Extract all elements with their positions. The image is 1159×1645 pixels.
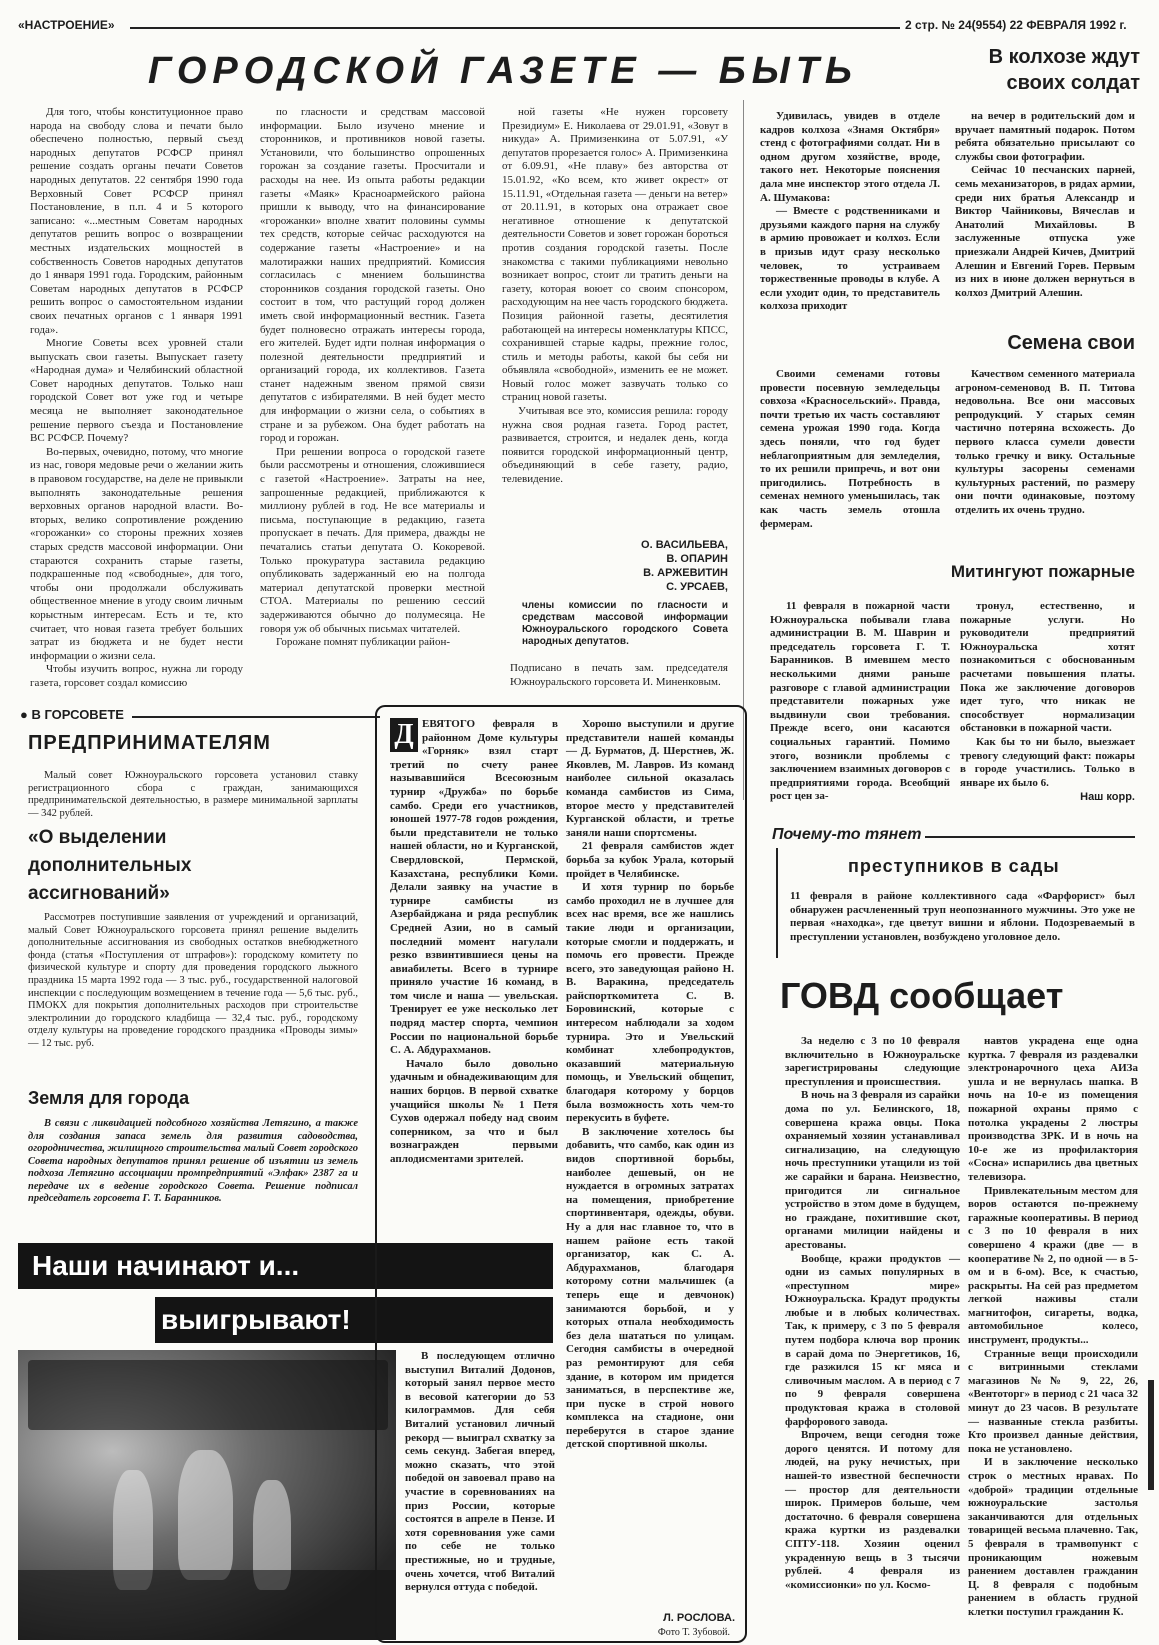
paragraph: Начало было довольно удачным и обнадеживающим для наших борцов. В первой схватке учащийся школы № 1 Петя Сухов одержал победу над своим соперником, за что и был вознагражден первыми аплодисментами зрителей. — [390, 1057, 558, 1165]
criminals-box-left — [776, 848, 778, 958]
paragraph: При решении вопроса о городской газете были рассмотрены и отношения, сложившиеся с газетой «Настроение». Затраты на нее, запрошенные редакцией, приближаются к миллиону рублей в год. Не все материалы и письма, поступающие в редакцию, газета пропускает в печать. Для примера, дважды не печатались статьи депутата О. Кокоревой. Только прокуратура заставила редакцию опубликовать задержанный ею на полгода материал депутатской проверки местной СТОА. Материалы по решению сессий задерживаются обычно до полумесяца. Не говоря уж об обычных письмах читателей. — [260, 445, 485, 635]
paragraph: Учитывая все это, комиссия решила: городу нужна своя родная газета. Город растет, развивается, строится, и недалек день, когда появится городской информационный центр, объединяющий в себе газету, радио, телевидение. — [502, 405, 728, 486]
wrestling-photo — [18, 1350, 396, 1640]
paragraph: 11 февраля в пожарной части Южноуральска побывали глава администрации В. М. Шаврин и председатель горсовета Г. Т. Баранников. В имевшем место несколькими днями раньше разговоре с главой администрации представители пожарных уже выдвинули свои требования. Прежде всего, они касаются социальных гарантий. Помимо этого, возникли проблемы с заключением взаимных договоров с предприятиями города. Всеобщий рост цен за- — [770, 600, 950, 803]
kolkhoz-col1 — [760, 110, 940, 330]
paragraph: — Вместе с родственниками и друзьями каждого парня на службу в армию провожает и колхоз. Если в призыв идут сразу несколько человек, то устраиваем торжественные проводы в клубе. А если уходит один, то представитель колхоза приходит — [760, 205, 940, 313]
seeds-col2 — [955, 368, 1135, 538]
paragraph: Как бы то ни было, выезжает тревогу следующий факт: пожары в городе участились. Только в январе их было 6. — [960, 735, 1135, 789]
paragraph: И в заключение несколько строк о местных нравах. По «доброй» традиции отдельные южноуральские застолья заканчиваются для отдельных товарищей весьма плачевно. Так, 5 февраля в трамвопункт с проникающим ножевым ранением доставлен гражданин Ц. 8 февраля с подобным ранением в область грудной клетки поступил гражданин К. — [968, 1456, 1138, 1618]
paragraph: Многие Советы всех уровней стали выпускать свои газеты. Выпускает газету «Народная дума» и Челябинский областной Совет народных депутатов. Только наш городской Совет вот уже год и четыре месяца не выполняет законодательное решение первого съезда и Постановление ВС РСФСР. Почему? — [30, 337, 243, 445]
criminals-kicker: Почему-то тянет — [772, 826, 922, 843]
gorsovet-p2: Рассмотрев поступившие заявления от учреждений и организаций, малый Совет Южноуральского горсовета принял решение выделить дополнительные ассигнования из свободных остатков внебюджетного фонда (статья «Поступления от штрафов»): городскому комитету по физической культуре и спорту для проведения городского лыжного праздника 15 марта 1992 года — 3 тыс. руб., государственной налоговой инспекции с последующим возмещением в течение года — 5,6 тыс. руб., ПМОКХ для покрытия дополнительных расходов при строительстве электролинии до городского кладбища — 32,4 тыс. руб., городскому отделу культуры на проведение городского праздника «Проводы зимы» — 12 тыс. руб. — [28, 912, 358, 1049]
criminals-rule — [925, 836, 1135, 838]
paragraph: ной газеты «Не нужен горсовету Президиум» Е. Николаева от 29.01.91, «Зовут в никуда» А. Примизенкина от 5.07.91, «У депутатов прорезается голос» А. Примизенкина от 6.09.91, «Не плаву» без авторства от 15.01.92, «Ко всем, кто живет окрест» от 15.11.91, «Отдельная газета — деньги на ветер» от 20.11.91, в которых она отражает свое негативное отношение к депутатской деятельности Советов и зовет горожан бороться против создания городской газеты. После знакомства с такими публикациями невольно возникает вопрос, стоит ли тратить деньги на газету, которая воюет со своим спонсором, расходующим на нее часть городского бюджета. Позиция районной газеты, десятилетия работающей на интересы номенклатуры КПСС, сохранившей старые кадры, прежние голос, стиль и методы работы, какой бы себя ни объявляла «свободной», изменить ее не может. Новый голос может зазвучать только со страниц новой газеты. — [502, 106, 728, 404]
paragraph: Своими семенами готовы провести посевную земледельцы совхоза «Красносельский». Правда, почти третью их часть составляют семена урожая 1990 года. Когда здесь поняли, что год будет неблагоприятным для земледелия, то их решили припречь, и вот они пригодились. Потребность в семенах немного уменьшилась, так как часть земель отошла фермерам. — [760, 368, 940, 530]
paragraph: навтов украдена еще одна куртка. 7 февраля из раздевалки электронарочного цеха АИЗа ушла и не вернулась шапка. В ночь на 10-е из помещения пожарной охраны прямо с потолка украдены 2 люстры производства ЗРК. И в ночь на 10-е же из профилактория «Сосна» испарились два цветных телевизора. — [968, 1035, 1138, 1183]
dropcap: Д — [390, 718, 418, 752]
signers — [560, 538, 728, 594]
paragraph: Для того, чтобы конституционное право народа на свободу слова и печати было обеспечено полностью, первый съезд народных депутатов РСФСР принял решение создать органы печати Советов народных депутатов. 22 сентября 1990 года Верховный Совет РСФСР принял Постановление, в п.п. 4 и 5 которого записано: «...местным Советам народных депутатов решить вопрос о возвращении местных издательских мощностей в собственность Советов народных депутатов до 1 января 1991 года. Городским, районным Советам народных депутатов в РСФСР решить вопрос о самостоятельном издании своих печатных органов с 1 января 1991 года». — [30, 106, 243, 336]
paragraph: Качеством семенного материала агроном-семеновод В. П. Титова недовольна. Все они массовых репродукций. У старых семян частично потеряна всхожесть. До первого класса сумели довести только гречку и вику. Остальные культуры засорены семенами культурных растений, по размеру они почти одинаковые, поэтому отделить их очень трудно. — [955, 368, 1135, 516]
main-headline: ГОРОДСКОЙ ГАЗЕТЕ — БЫТЬ — [148, 50, 858, 92]
banner-text: Наши начинают и... — [32, 1250, 300, 1281]
criminals-headline: преступников в сады — [848, 856, 1060, 876]
sambo-photo-credit: Фото Т. Зубовой. — [657, 1627, 730, 1638]
signers-caption: члены комиссии по гласности и средствам массовой информации Южноуральского городского Совета народных депутатов. — [522, 600, 728, 647]
paragraph: В заключение хотелось бы добавить, что самбо, как один из видов спортивной борьбы, наиболее дешевый, он не нуждается в огромных затратах на помещения, приобретение спортинвентаря, одежды, обуви. Ну а для нас главное то, что в нашем районе есть такой организатор, как С. А. Абдурахманов, благодаря которому сотни мальчишек (а теперь еще и девчонок) занимаются борьбой, и у которых отпала необходимость без дела шататься по улицам. Сегодня самбисты в очередной раз ремонтируют для себя здание, в котором им придется заниматься, в перспективе же, при пуске в строй нового комплекса на стадионе, они переберутся в старое здание детской спортивной школы. — [566, 1125, 734, 1451]
paragraph: 21 февраля самбистов ждет борьба за кубок Урала, который пройдет в Челябинске. — [566, 840, 734, 880]
seeds-headline: Семена свои — [1007, 332, 1135, 354]
sambo-col2 — [566, 718, 734, 1608]
paragraph: В ночь на 3 февраля из сарайки дома по ул. Белинского, 18, совершена кража овцы. Пока охраняемый хозяин устанавливал сигнализацию, на следующую ночь преступники утащили из той же сарайки и барана. Неизвестно, пригодится ли сигнальное устройство в этом доме в будущем, но граждане, похитившие скот, органами милиции найдены и арестованы. — [785, 1089, 960, 1251]
govd-col2 — [968, 1035, 1138, 1635]
sambo-col1 — [390, 718, 558, 1238]
main-article-col2 — [260, 106, 485, 686]
fire-col1 — [770, 600, 950, 803]
seeds-col1 — [760, 368, 940, 538]
gorsovet-section-label — [20, 707, 132, 722]
paragraph: В последующем отлично выступил Виталий Додонов, который занял первое место в весовой категории до 53 килограммов. Для себя Виталий установил личный рекорд — выиграл схватку за семь секунд. Забегая вперед, можно сказать, что этой победой он завоевал право на участие в соревнованиях на приз России, которые состоятся в апреле в Пензе. И хотя соревнования уже сами по себе не только престижные, но и трудные, очень хочется, чтоб Виталий вернулся оттуда с победой. — [405, 1350, 555, 1594]
gorsovet-h3: Земля для города — [28, 1088, 190, 1108]
paragraph: по гласности и средствам массовой информации. Было изучено мнение и сторонников, и противников новой газеты. Установили, что большинство опрошенных горожан за создание газеты. Просчитали и расходы на нее. Из опыта работы редакции газеты «Маяк» Красноармейского района пришли к выводу, что на финансирование «горожанки» вполне хватит половины суммы тех средств, которые сейчас расходуются на содержание газеты «Настроение» и на малотиражки наших предприятий. Комиссия согласилась с мнением большинства сторонников создания городской газеты. Оно состоит в том, что растущий город должен иметь свой информационный вестник. Газета будет полновесно отражать интересы города, его жителей. Будет идти полная информация о полезной деятельности предприятий и организаций города, их коллективов. Газета станет надежным звеном прямой связи депутатов с избирателями. В ней будет место для информации о жизни села, о событиях в стране и за рубежом. Она будет работать на город и горожан. — [260, 106, 485, 445]
banner-text: выигрывают! — [161, 1304, 351, 1335]
paragraph: Чтобы изучить вопрос, нужна ли городу газета, горсовет создал комиссию — [30, 663, 243, 689]
bullet-icon: ● — [20, 707, 32, 722]
gorsovet-section-text: В ГОРСОВЕТЕ — [31, 707, 124, 722]
masthead-right: 2 стр. № 24(9554) 22 ФЕВРАЛЯ 1992 г. — [905, 18, 1127, 32]
paragraph: на вечер в родительский дом и вручает памятный подарок. Потом ребята обязательно присылают со службы свои фотографии. — [955, 110, 1135, 163]
paragraph: Хорошо выступили и другие представители нашей команды — Д. Бурматов, Д. Шерстнев, Ж. Яковлев, М. Лавров. Из команд наиболее сильной оказалась команда самбистов из Сима, второе место у представителей Курганской области, и третье заняли наши спортсмены. — [566, 718, 734, 839]
gorsovet-p1: Малый совет Южноуральского горсовета установил ставку регистрационного сбора с граждан, занимающихся предпринимательской деятельностью, в размере минимальной зарплаты — 342 рублей. — [28, 770, 358, 819]
paragraph: Странные вещи происходили с витринными стеклами магазинов №№ 9, 22, 26, «Вентоторг» в период с 21 часа 32 минут до 23 часов. В результате — названные стекла разбиты. Кто произвел данные действия, пока не установлено. — [968, 1347, 1138, 1455]
sambo-signature: Л. РОСЛОВА. — [663, 1612, 735, 1624]
kolkhoz-headline — [930, 44, 1140, 96]
signer-name: В. ОПАРИН — [666, 553, 728, 565]
paragraph: тронул, естественно, и пожарные услуги. Но руководители предприятий Южноуральска хотят познакомиться с обоснованным расчетами повышения платы. Пока же заключение договоров идет туго, что никак не способствует нормализации обстановки в пожарной части. — [960, 600, 1135, 735]
signer-name: С. УРСАЕВ, — [666, 581, 728, 593]
gorsovet-h1: ПРЕДПРИНИМАТЕЛЯМ — [28, 732, 271, 754]
signer-name: В. АРЖЕВИТИН — [643, 567, 728, 579]
gorsovet-p3: В связи с ликвидацией подсобного хозяйства Летягино, а также для создания запаса земель для развития садоводства, огородничества, жилищного строительства малый Совет городского Совета народных депутатов принял решение об изъятии из земель подхоза Летягино ассоциации промпредприятий «Элфак» 2387 га и передаче их в ведение городского Совета. Решение подписал председатель горсовета Г. Т. Баранников. — [28, 1118, 358, 1204]
paragraph: Впрочем, вещи сегодня тоже дорого ценятся. И потому для людей, на руку нечистых, при нашей-то известной беспечности — простор для деятельности широк. Примеров больше, чем достаточно. 6 февраля совершена кража куртки из раздевалки СПТУ-118. Хозяин оценил украденную вещь в 3 тысячи рублей. 4 февраля из «комиссионки» по ул. Космо- — [785, 1429, 960, 1591]
paragraph: ЕВЯТОГО февраля в районном Доме культуры «Горняк» взял старт третий по счету ранее называвшийся Всесоюзным турнир «Дружба» по борьбе самбо. Среди его участников, юношей 1977-78 годов рождения, были представители не только нашей области, но и Курганской, Свердловской, Пермской, Казахстана, республики Коми. Делали заявку на участие в турнире самбисты из Азербайджана и ряда республик Средней Азии, но в самый последний момент нагулали резко взвинтившиеся цены на авиабилеты. Всего в турнире приняло участие 16 команд, в том числе и наша — увельская. Тренирует ее уже несколько лет подряд мастер спорта, чемпион России по национальной борьбе С. А. Абдурахманов. — [390, 718, 558, 1057]
main-article-col1 — [30, 106, 243, 689]
paragraph: Горожане помнят публикации район- — [276, 636, 450, 649]
paragraph: Удивилась, увидев в отделе кадров колхоза «Знамя Октября» стенд с фотографиями солдат. Ни в одном другом хозяйстве, вроде, такого нет. Некоторые пояснения дала мне инспектор этого отдела Л. А. Шумакова: — [760, 110, 940, 204]
fire-col2 — [960, 600, 1135, 789]
criminals-text: 11 февраля в районе коллективного сада «Фарфорист» был обнаружен расчлененный труп неопознанного мужчины. Это уже не первая «находка», где цветут вишни и яблони. Подозреваемый в преступлении установлен, возбуждено уголовное дело. — [790, 890, 1135, 943]
paragraph: Во-первых, очевидно, потому, что многие из нас, говоря медовые речи о желании жить в правовом государстве, на деле не привыкли выполнять законодательные решения верховных органов народной власти. Во-вторых, велико сопротивление рождению «горожанки» со стороны прежних хозяев старых средств массовой информации. Они стараются сохранить старые газеты, подкрашенные под «свободные», для того, чтобы они продолжали обслуживать общественное мнение в угоду своим личным корыстным интересам. Есть и те, кто считает, что новая газета требует больших затрат из бюджета и не будет нести информации о жизни села. — [30, 445, 243, 662]
divider-vertical — [743, 100, 744, 800]
paragraph: Сейчас 10 песчанских парней, семь механизаторов, в рядах армии, среди них братья Александр и Виктор Чайниковы, Вячеслав и Анатолий Михайловы. В заслуженные отпуска уже приезжали Андрей Кичев, Дмитрий Алешин и Евгений Горев. Первым из них в июне должен вернуться в колхоз Дмитрий Алешин. — [955, 164, 1135, 299]
paragraph: За неделю с 3 по 10 февраля включительно в Южноуральске зарегистрированы следующие преступления и происшествия. — [785, 1035, 960, 1088]
approval-note: Подписано в печать зам. председателя Южноуральского горсовета И. Миненковым. — [510, 662, 728, 688]
main-article-col3 — [502, 106, 728, 536]
gorsovet-h2: «О выделении дополнительных ассигнований» — [28, 827, 192, 904]
paragraph: Привлекательным местом для воров остаются по-прежнему гаражные кооперативы. В период с 3 по 10 февраля в них совершено 4 кражи (две — в кооперативе № 2, по одной — в 5-ом и в 6-ом). Все, к счастью, раскрыты. На сей раз предметом легкой наживы стали магнитофон, сигареты, водка, автомобильное колесо, инструмент, продукты... — [968, 1184, 1138, 1347]
govd-col1 — [785, 1035, 960, 1635]
masthead-rule — [130, 27, 900, 29]
kolkhoz-headline-text: В колхозе ждут своих солдат — [988, 46, 1140, 94]
paragraph: И хотя турнир по борьбе самбо проходил не в лучшее для всех нас время, все же нашлись такие люди и организации, которые смогли и поддержать, и помочь его провести. Прежде всего, это заведующая районо Н. В. Варакина, председатель райспорткомитета С. В. Боровинский, которые с интересом наблюдали за ходом турнира. Это и Увельский комбинат хлебопродуктов, оказавший материальную помощь, и Увельский общепит, благодаря которому у борцов была возможность хоть чем-то перекусить в буфете. — [566, 881, 734, 1125]
fire-headline: Митингуют пожарные — [950, 562, 1135, 581]
right-edge-marker — [1148, 1380, 1154, 1490]
paragraph: Вообще, кражи продуктов — одни из самых популярных в «преступном мире» Южноуральска. Крадут продукты любые и в любых количествах. Так, к примеру, с 3 по 5 февраля путем подбора ключа вор проник в сарай дома по Энергетиков, 16, где разжился 15 кг мяса и сливочным маслом. А в период с 7 по 9 февраля совершена продуктовая кража в столовой фарфорового завода. — [785, 1252, 960, 1428]
masthead-left: «НАСТРОЕНИЕ» — [18, 18, 115, 32]
govd-headline: ГОВД сообщает — [780, 975, 1064, 1016]
fire-signature: Наш корр. — [1080, 791, 1135, 803]
kolkhoz-col2 — [955, 110, 1135, 330]
signer-name: О. ВАСИЛЬЕВА, — [641, 539, 728, 551]
